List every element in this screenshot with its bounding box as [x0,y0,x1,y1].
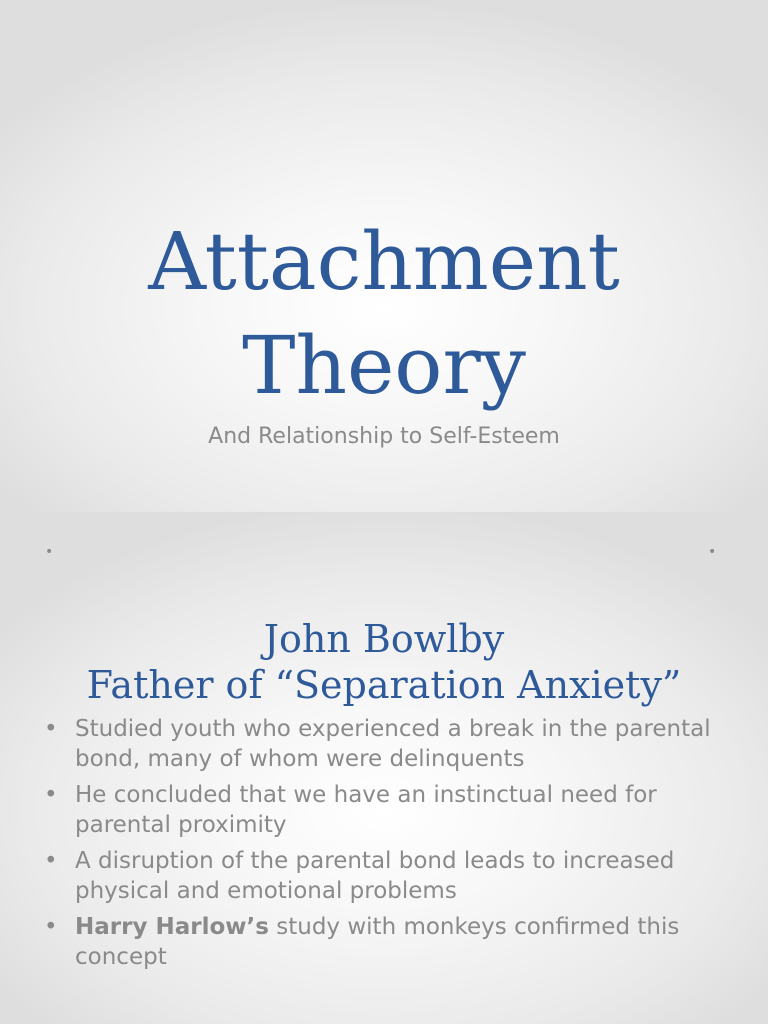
heading-line-1: John Bowlby [263,617,505,661]
bullet-item [44,714,744,774]
bullet-item [44,780,744,840]
slide-bowlby [0,512,768,1024]
bullet-mark: • [44,848,58,874]
bullet-dot-left: • [45,544,54,560]
bullet-text: Studied youth who experienced a break in the parental bond, many of whom were delinquents [75,716,711,772]
slide-subtitle: And Relationship to Self-Esteem [208,424,560,449]
bullet-bold-name: Harry Harlow’s [75,914,269,940]
bullet-dot-right: • [708,544,717,560]
bullet-item [44,912,744,972]
bullet-list [44,714,744,978]
bullet-mark: • [44,782,58,808]
bullet-text: A disruption of the parental bond leads to increased physical and emotional problems [75,848,675,904]
bullet-mark: • [44,914,58,940]
bullet-item [44,846,744,906]
bullet-text: He concluded that we have an instinctual need for parental proximity [75,782,657,838]
heading-line-2: Father of “Separation Anxiety” [86,663,682,707]
slide-heading [0,616,768,708]
title-line-1: Attachment [148,215,620,308]
bullet-mark: • [44,716,58,742]
title-line-2: Theory [242,319,526,412]
bullet-text: study with monkeys confirmed this concept [75,914,680,970]
slide-title-heading [0,210,768,418]
